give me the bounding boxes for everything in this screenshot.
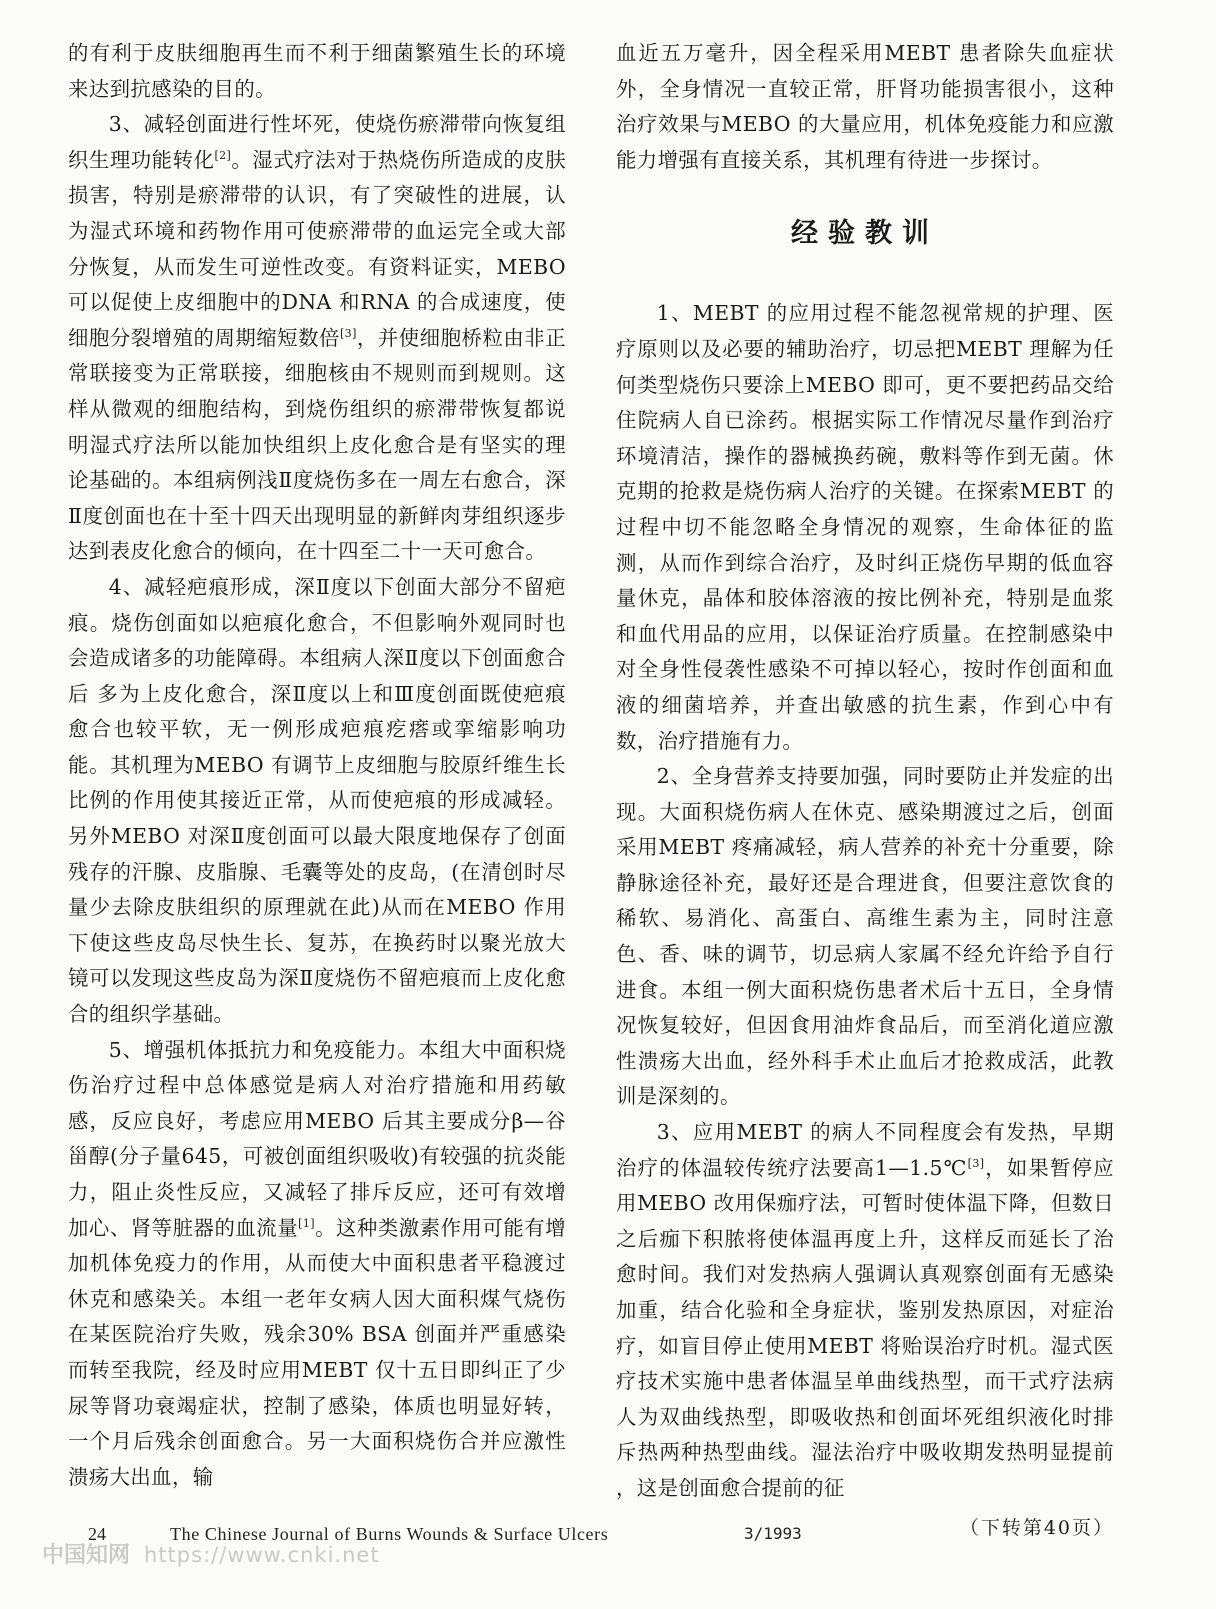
continued-note: （下转第40页） — [959, 1516, 1114, 1539]
paragraph-carryover: 血近五万毫升，因全程采用MEBT 患者除失血症状外，全身情况一直较正常，肝肾功能损害很小，这种治疗效果与MEBO 的大量应用，机体免疫能力和应激能力增强有直接关系，其机理有待进一步探讨。 — [616, 41, 1114, 172]
citation-ref[interactable]: [3] — [339, 326, 357, 340]
section-heading: 经验教训 — [791, 218, 939, 250]
paragraph-point-5: 5、增强机体抵抗力和免疫能力。本组大中面积烧伤治疗过程中总体感觉是病人对治疗措施和用药敏感，反应良好，考虑应用MEBO 后其主要成分β—谷甾醇(分子量645，可被创面组织吸收)有较强的抗炎能力，阻止炎性反应，又减轻了排斥反应，还可有效增加心、肾等脏器的血流量[1]。这种类激素作用可能有增加机体免疫力的作用，从而使大中面积患者平稳渡过休克和感染关。本组一老年女病人因大面积煤气烧伤在某医院治疗失败，残余30% BSA 创面并严重感染而转至我院，经及时应用MEBT 仅十五日即纠正了少尿等肾功衰竭症状，控制了感染，体质也明显好转，一个月后残余创面愈合。另一大面积烧伤合并应激性溃疡大出血，输 — [68, 1037, 566, 1489]
paragraph-point-3: 3、减轻创面进行性坏死，使烧伤瘀滞带向恢复组织生理功能转化[2]。湿式疗法对于热烧伤所造成的皮肤损害，特别是瘀滞带的认识，有了突破性的进展，认为湿式环境和药物作用可使瘀滞带的血运完全或大部分恢复，从而发生可逆性改变。有资料证实，MEBO 可以促使上皮细胞中的DNA 和RNA 的合成速度，使细胞分裂增殖的周期缩短数倍[3]，并使细胞桥粒由非正常联接变为正常联接，细胞核由不规则而到规则。这样从微观的细胞结构，到烧伤组织的瘀滞带恢复都说明湿式疗法所以能加快组织上皮化愈合是有坚实的理论基础的。本组病例浅Ⅱ度烧伤多在一周左右愈合，深Ⅱ度创面也在十至十四天出现明显的新鲜肉芽组织逐步达到表皮化愈合的倾向，在十四至二十一天可愈合。 — [68, 112, 566, 564]
paragraph-point-4: 4、减轻疤痕形成，深Ⅱ度以下创面大部分不留疤痕。烧伤创面如以疤痕化愈合，不但影响外观同时也会造成诸多的功能障碍。本组病人深Ⅱ度以下创面愈合后 多为上皮化愈合，深Ⅱ度以上和Ⅲ度创面既使疤痕愈合也较平软，无一例形成疤痕疙瘩或挛缩影响功能。其机理为MEBO 有调节上皮细胞与胶原纤维生长比例的作用使其接近正常，从而使疤痕的形成减轻。另外MEBO 对深Ⅱ度创面可以最大限度地保存了创面残存的汗腺、皮脂腺、毛囊等处的皮岛，(在清创时尽量少去除皮肤组织的原理就在此)从而在MEBO 作用下使这些皮岛尽快生长、复苏，在换药时以聚光放大镜可以发现这些皮岛为深Ⅱ度烧伤不留疤痕而上皮化愈合的组织学基础。 — [68, 574, 566, 1027]
left-column — [68, 36, 566, 1495]
paragraph-lesson-2: 2、全身营养支持要加强，同时要防止并发症的出现。大面积烧伤病人在休克、感染期渡过之后，创面采用MEBT 疼痛减轻，病人营养的补充十分重要，除静脉途径补充，最好还是合理进食，但要注意饮食的稀软、易消化、高蛋白、高维生素为主，同时注意色、香、味的调节，切忌病人家属不经允许给予自行进食。本组一例大面积烧伤患者术后十五日，全身情况恢复较好，但因食用油炸食品后，而至消化道应激性溃疡大出血，经外科手术止血后才抢救成活，此教训是深刻的。 — [616, 764, 1114, 1109]
citation-ref[interactable]: [1] — [298, 1216, 315, 1230]
paragraph-intro-continuation: 的有利于皮肤细胞再生而不利于细菌繁殖生长的环境来达到抗感染的目的。 — [68, 41, 566, 101]
citation-ref[interactable]: [2] — [214, 148, 232, 162]
issue-number: 3/1993 — [744, 1524, 802, 1543]
watermark-brand: 中国知网 — [42, 1543, 131, 1568]
paragraph-lesson-1: 1、MEBT 的应用过程不能忽视常规的护理、医疗原则以及必要的辅助治疗，切忌把MEBT 理解为任何类型烧伤只要涂上MEBO 即可，更不要把药品交给住院病人自已涂药。根据实际工作情况尽量作到治疗环境清洁，操作的器械换药碗，敷料等作到无菌。休克期的抢救是烧伤病人治疗的关键。在探索MEBT 的过程中切不能忽略全身情况的观察，生命体征的监测，从而作到综合治疗，及时纠正烧伤早期的低血容量休克，晶体和胶体溶液的按比例补充，特别是血浆和血代用品的应用，以保证治疗质量。在控制感染中对全身性侵袭性感染不可掉以轻心，按时作创面和血液的细菌培养，并查出敏感的抗生素，作到心中有数，治疗措施有力。 — [616, 301, 1114, 753]
paragraph-lesson-3: 3、应用MEBT 的病人不同程度会有发热，早期治疗的体温较传统疗法要高1—1.5℃[3]，如果暂停应用MEBO 改用保痂疗法，可暂时使体温下降，但数日之后痂下积脓将使体温再度上升，这样反而延长了治愈时间。我们对发热病人强调认真观察创面有无感染加重，结合化验和全身症状，鉴别发热原因，对症治疗，如盲目停止使用MEBT 将贻误治疗时机。湿式医疗技术实施中患者体温呈单曲线热型，而干式疗法病人为双曲线热型，即吸收热和创面坏死组织液化时排斥热两种热型曲线。湿法治疗中吸收期发热明显提前 ，这是创面愈合提前的征 — [616, 1120, 1114, 1500]
cnki-watermark — [42, 1538, 380, 1568]
citation-ref[interactable]: [3] — [967, 1156, 985, 1170]
right-column — [616, 36, 1114, 1546]
watermark-url[interactable]: https://www.cnki.net — [144, 1543, 380, 1567]
page-number: 24 — [88, 1524, 106, 1544]
journal-title: The Chinese Journal of Burns Wounds & Surface Ulcers — [170, 1524, 609, 1544]
